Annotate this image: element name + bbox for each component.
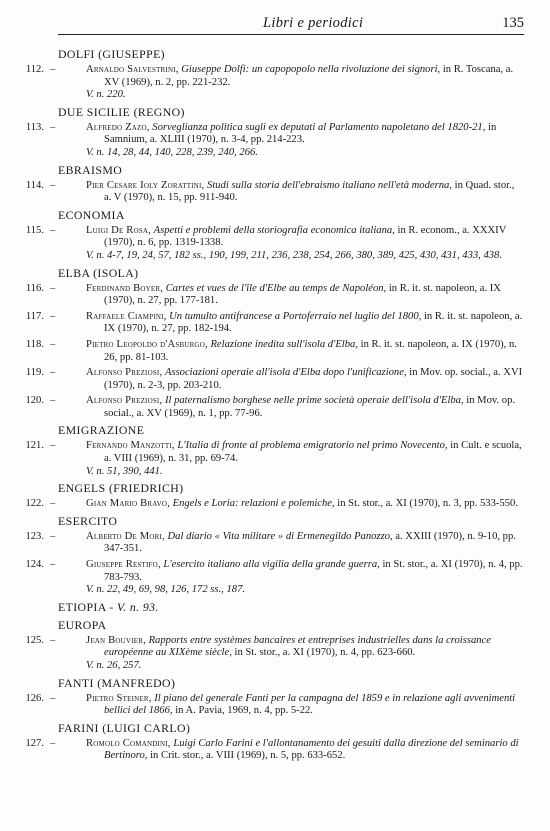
entry-body bbox=[86, 635, 524, 660]
entry-author: Romolo Comandini, bbox=[86, 737, 171, 749]
entry-body bbox=[86, 225, 524, 250]
entry-number: 114. bbox=[25, 179, 44, 191]
bibliography-entry bbox=[20, 738, 524, 763]
section bbox=[20, 618, 524, 673]
section-heading-text: EBRAISMO bbox=[58, 162, 123, 177]
entry-publication: in Cult. e scuola, a. VIII (1969), n. 31, pp. 69-74. bbox=[104, 440, 522, 465]
bibliography-entry bbox=[20, 559, 524, 597]
entry-author: Pier Cesare Ioly Zorattini, bbox=[86, 179, 205, 191]
entry-publication: in Mov. op. social., a. XV (1969), n. 1, pp. 77-96. bbox=[104, 395, 516, 419]
entry-author: Pietro Leopoldo d'Asburgo, bbox=[86, 338, 208, 350]
entry-number: 113. bbox=[25, 121, 44, 133]
bibliography-list bbox=[20, 35, 524, 763]
entry-body bbox=[86, 693, 524, 718]
section bbox=[20, 676, 524, 718]
entry-publication: in A. Pavia, 1969, n. 4, pp. 5-22. bbox=[175, 705, 313, 717]
entry-publication: in R. it. st. napoleon, a. IX (1970), n. 27, pp. 182-194. bbox=[104, 310, 523, 335]
section-heading bbox=[20, 423, 524, 438]
section-heading bbox=[20, 47, 524, 62]
section-heading bbox=[20, 105, 524, 120]
section bbox=[20, 266, 524, 421]
entry-publication: in Samnium, a. XLIII (1970), n. 3-4, pp. 214-223. bbox=[104, 121, 497, 146]
section-heading-text: ECONOMIA bbox=[58, 207, 125, 222]
entry-body bbox=[86, 311, 524, 336]
entry-author: Alfredo Zazo, bbox=[86, 121, 150, 133]
entry-publication: in Mov. op. social., a. XVI (1970), n. 2-3, pp. 203-210. bbox=[104, 367, 523, 391]
entry-dash: – bbox=[50, 367, 56, 379]
entry-title: Rapports entre systèmes bancaires et entreprises industrielles dans la croissance européenne au XIXème siècle, bbox=[104, 634, 491, 659]
bibliography-entry bbox=[20, 283, 524, 308]
entry-publication: in R. it. st. napoleon, a. IX (1970), n. 26, pp. 81-103. bbox=[104, 338, 517, 363]
section-cross-reference: V. n. 93. bbox=[117, 599, 159, 614]
bibliography-entry bbox=[20, 64, 524, 102]
entry-title: L'Italia di fronte al problema emigratorio nel primo Novecento, bbox=[177, 440, 448, 452]
entry-publication: in St. stor., a. XI (1970), n. 4, pp. 623-660. bbox=[234, 647, 416, 659]
entry-body bbox=[86, 122, 524, 147]
entry-title: Sorveglianza politica sugli ex deputati al Parlamento napoletano del 1820-21, bbox=[152, 121, 486, 133]
entry-dash: – bbox=[50, 224, 56, 236]
entry-number: 121. bbox=[25, 440, 44, 452]
entry-dash: – bbox=[50, 310, 56, 322]
bibliography-entry bbox=[20, 367, 524, 392]
page-number: 135 bbox=[502, 15, 524, 31]
entry-dash: – bbox=[50, 440, 56, 452]
entry-number: 126. bbox=[25, 692, 44, 704]
section-heading-text: ETIOPIA - bbox=[58, 599, 118, 614]
entry-body bbox=[86, 531, 524, 556]
entry-dash: – bbox=[50, 692, 56, 704]
entry-body bbox=[86, 440, 524, 465]
section bbox=[20, 163, 524, 205]
entry-body bbox=[86, 498, 524, 511]
entry-author: Alberto De Mori, bbox=[86, 530, 165, 542]
entry-author: Ferdinand Boyer, bbox=[86, 282, 164, 294]
section-heading bbox=[20, 676, 524, 691]
entry-author: Arnaldo Salvestrini, bbox=[86, 64, 179, 75]
entry-title: Luigi Carlo Farini e l'allontanamento dei gesuiti dalla direzione del seminario di Bertinoro, bbox=[104, 737, 519, 762]
entry-title: Il paternalismo borghese nelle prime società operaie dell'isola d'Elba, bbox=[164, 395, 464, 407]
bibliography-entry bbox=[20, 180, 524, 205]
entry-title: Cartes et vues de l'île d'Elbe au temps de Napoléon, bbox=[165, 282, 387, 294]
section bbox=[20, 481, 524, 511]
bibliography-entry bbox=[20, 498, 524, 511]
entry-publication: in St. stor., a. XI (1970), n. 3, pp. 533-550. bbox=[337, 498, 518, 510]
entry-cross-reference: V. n. 220. bbox=[86, 89, 126, 101]
section-heading-text: DOLFI (GIUSEPPE) bbox=[58, 47, 166, 61]
section bbox=[20, 423, 524, 478]
entry-number: 112. bbox=[25, 64, 44, 75]
entry-publication: in R. it. st. napoleon, a. IX (1970), n. 27, pp. 177-181. bbox=[104, 282, 501, 307]
section-heading-text: FARINI (LUIGI CARLO) bbox=[58, 720, 191, 735]
section-heading bbox=[20, 514, 524, 529]
entry-title: Engels e Loria: relazioni e polemiche, bbox=[172, 498, 335, 510]
entry-body bbox=[86, 283, 524, 308]
entry-title: Dal diario « Vita militare » di Ermenegildo Panozzo, bbox=[167, 530, 393, 542]
section-heading bbox=[20, 618, 524, 633]
entry-number: 119. bbox=[25, 367, 44, 379]
section-heading bbox=[20, 163, 524, 178]
entry-title: Aspetti e problemi della storiografia economica italiana, bbox=[153, 224, 395, 236]
running-header bbox=[58, 14, 524, 35]
entry-publication: in R. econom., a. XXXIV (1970), n. 6, pp. 1319-1338. bbox=[104, 224, 507, 249]
entry-number: 115. bbox=[25, 224, 44, 236]
entry-dash: – bbox=[50, 737, 56, 749]
entry-title: L'esercito italiano alla vigilia della grande guerra, bbox=[163, 559, 380, 571]
section-heading bbox=[20, 600, 524, 615]
entry-dash: – bbox=[50, 395, 56, 407]
section bbox=[20, 514, 524, 597]
entry-author: Luigi De Rosa, bbox=[86, 224, 151, 236]
bibliography-entry bbox=[20, 531, 524, 556]
entry-title: Studi sulla storia dell'ebraismo italiano nell'età moderna, bbox=[207, 179, 452, 191]
bibliography-entry bbox=[20, 693, 524, 718]
bibliography-entry bbox=[20, 440, 524, 478]
section bbox=[20, 105, 524, 160]
section-heading-text: ENGELS (FRIEDRICH) bbox=[58, 481, 184, 496]
entry-body bbox=[86, 339, 524, 364]
entry-number: 120. bbox=[25, 395, 44, 407]
entry-title: Un tumulto antifrancese a Portoferraio nel luglio del 1800, bbox=[169, 310, 422, 322]
bibliography-entry bbox=[20, 225, 524, 263]
section-heading bbox=[20, 266, 524, 281]
section-heading-text: ESERCITO bbox=[58, 513, 118, 528]
section-heading-text: EUROPA bbox=[58, 617, 107, 632]
entry-dash: – bbox=[50, 179, 56, 191]
entry-title: Il piano del generale Fanti per la campagna del 1859 e in relazione agli avvenimenti bellici del 1866, bbox=[104, 692, 516, 717]
section bbox=[20, 600, 524, 615]
entry-author: Pietro Steiner, bbox=[86, 692, 152, 704]
entry-cross-reference: V. n. 51, 390, 441. bbox=[86, 465, 163, 477]
entry-author: Fernando Manzotti, bbox=[86, 440, 175, 452]
entry-number: 124. bbox=[25, 559, 44, 571]
entry-cross-reference: V. n. 22, 49, 69, 98, 126, 172 ss., 187. bbox=[86, 584, 246, 596]
entry-author: Jean Bouvier, bbox=[86, 634, 146, 646]
bibliography-entry bbox=[20, 339, 524, 364]
running-title: Libri e periodici bbox=[263, 15, 364, 31]
bibliography-entry bbox=[20, 311, 524, 336]
bibliography-entry bbox=[20, 395, 524, 420]
entry-number: 116. bbox=[25, 282, 44, 294]
section-heading-text: EMIGRAZIONE bbox=[58, 423, 145, 438]
entry-publication: a. XXIII (1970), n. 9-10, pp. 347-351. bbox=[104, 530, 516, 555]
entry-dash: – bbox=[50, 64, 56, 75]
entry-cross-reference: V. n. 4-7, 19, 24, 57, 182 ss., 190, 199, 211, 236, 238, 254, 266, 380, 389, 425, 430, 431, 433, 438. bbox=[86, 249, 503, 261]
entry-body bbox=[86, 64, 524, 89]
entry-title: Relazione inedita sull'isola d'Elba, bbox=[210, 338, 358, 350]
entry-body bbox=[86, 738, 524, 763]
entry-cross-reference: V. n. 26, 257. bbox=[86, 660, 142, 671]
entry-cross-reference: V. n. 14, 28, 44, 140, 228, 239, 240, 266. bbox=[86, 146, 258, 158]
section-heading bbox=[20, 721, 524, 736]
entry-number: 127. bbox=[25, 737, 44, 749]
section-heading-text: FANTI (MANFREDO) bbox=[58, 675, 176, 690]
entry-dash: – bbox=[50, 559, 56, 571]
entry-publication: in R. Toscana, a. XV (1969), n. 2, pp. 221-232. bbox=[104, 64, 514, 88]
entry-number: 122. bbox=[25, 498, 44, 510]
entry-publication: in Quad. stor., a. V (1970), n. 15, pp. 911-940. bbox=[104, 179, 515, 204]
entry-dash: – bbox=[50, 121, 56, 133]
entry-body bbox=[86, 180, 524, 205]
entry-number: 117. bbox=[25, 310, 44, 322]
section-heading-text: DUE SICILIE (REGNO) bbox=[58, 104, 185, 119]
entry-body bbox=[86, 367, 524, 392]
entry-publication: in St. stor., a. XI (1970), n. 4, pp. 783-793. bbox=[104, 559, 523, 583]
entry-publication: in Crit. stor., a. VIII (1969), n. 5, pp. 633-652. bbox=[150, 750, 346, 762]
bibliography-entry bbox=[20, 635, 524, 673]
entry-number: 123. bbox=[25, 530, 44, 542]
section-heading bbox=[20, 481, 524, 496]
entry-dash: – bbox=[50, 282, 56, 294]
section-heading-text: ELBA (ISOLA) bbox=[58, 265, 139, 280]
entry-number: 125. bbox=[25, 634, 44, 646]
section-heading bbox=[20, 208, 524, 223]
bibliography-entry bbox=[20, 122, 524, 160]
section bbox=[20, 721, 524, 763]
entry-body bbox=[86, 395, 524, 420]
entry-dash: – bbox=[50, 338, 56, 350]
entry-number: 118. bbox=[25, 338, 44, 350]
entry-dash: – bbox=[50, 498, 56, 510]
section bbox=[20, 208, 524, 263]
entry-title: Associazioni operaie all'isola d'Elba dopo l'unificazione, bbox=[164, 367, 407, 379]
entry-author: Giuseppe Restifo, bbox=[86, 559, 161, 571]
entry-dash: – bbox=[50, 530, 56, 542]
entry-author: Alfonso Preziosi, bbox=[86, 367, 163, 379]
entry-title: Giuseppe Dolfi: un capopopolo nella rivoluzione dei signori, bbox=[181, 64, 441, 75]
entry-author: Raffaele Ciampini, bbox=[86, 310, 167, 322]
entry-dash: – bbox=[50, 634, 56, 646]
entry-author: Gian Mario Bravo, bbox=[86, 498, 170, 510]
section bbox=[20, 47, 524, 102]
entry-body bbox=[86, 559, 524, 584]
entry-author: Alfonso Preziosi, bbox=[86, 395, 163, 407]
